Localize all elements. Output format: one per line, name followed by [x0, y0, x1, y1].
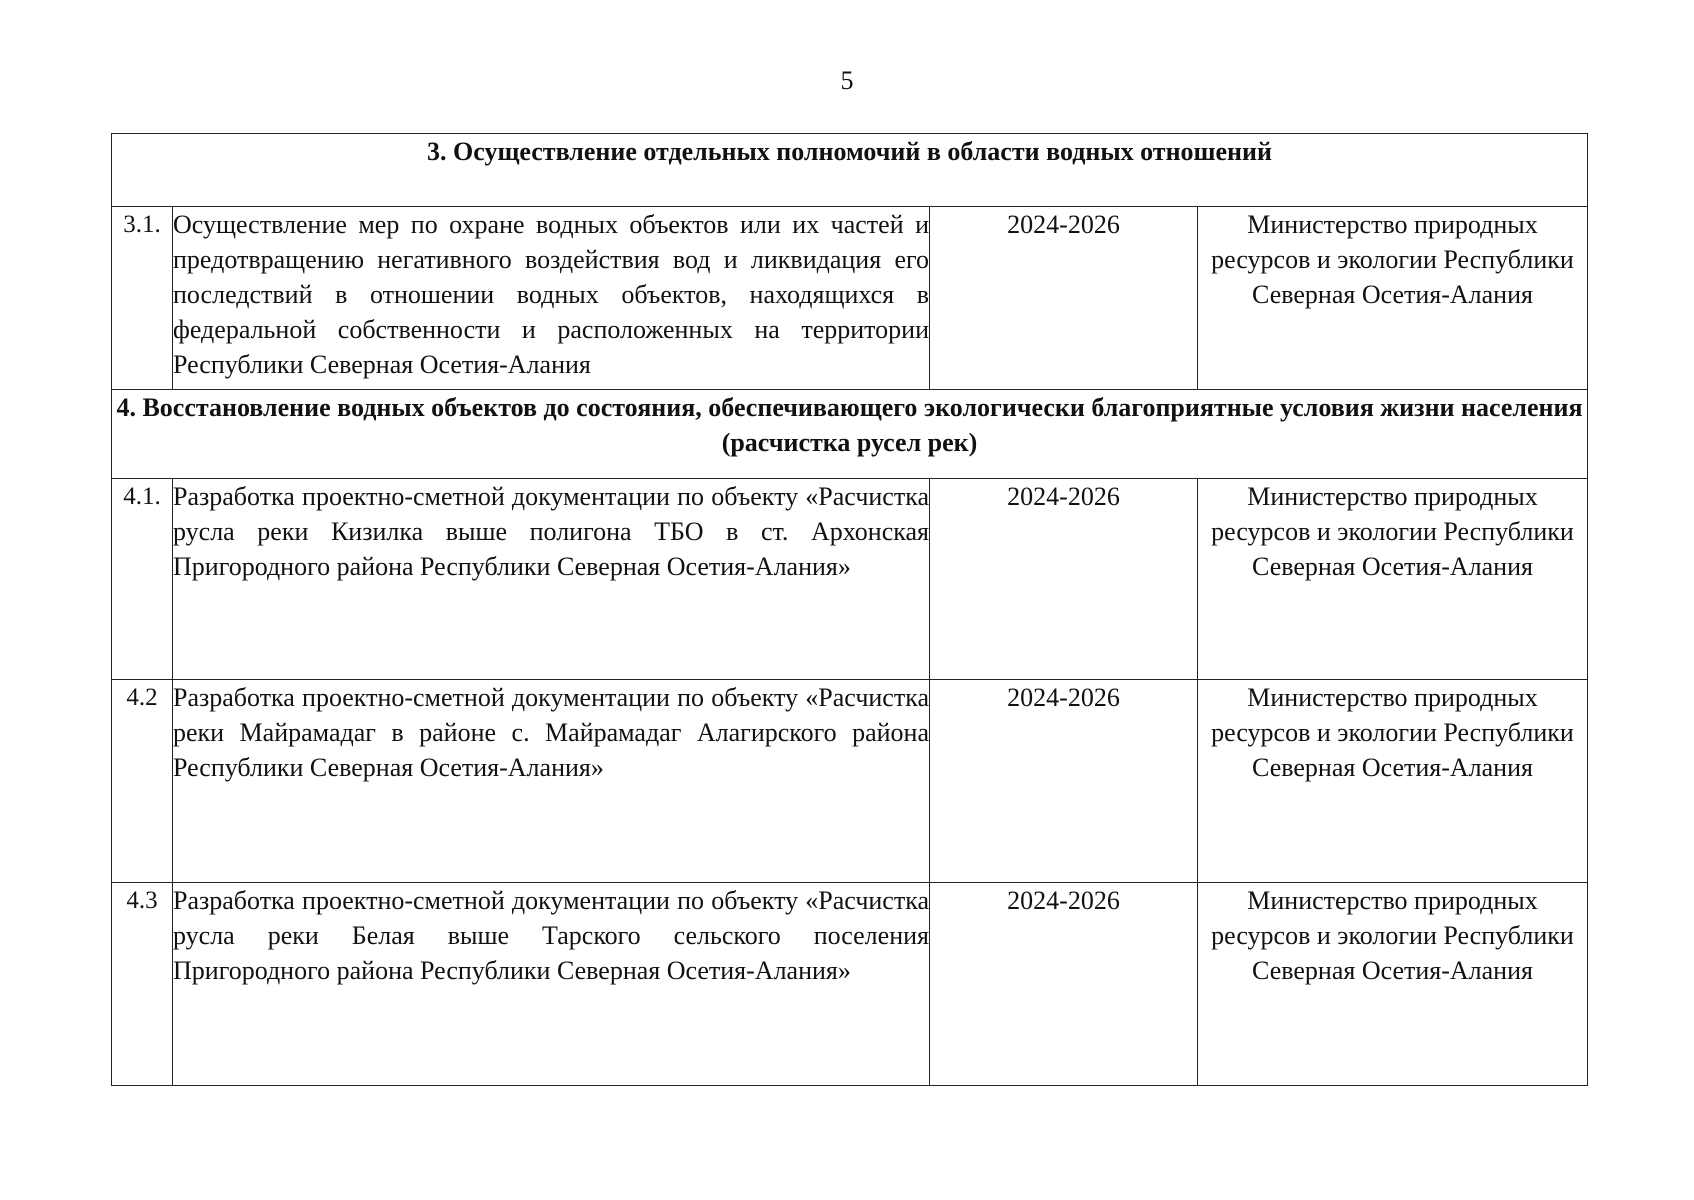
responsible-executor: Министерство природных ресурсов и экологии Республики Северная Осетия-Алания [1198, 680, 1588, 883]
responsible-executor: Министерство природных ресурсов и экологии Республики Северная Осетия-Алания [1198, 883, 1588, 1086]
row-number: 3.1. [112, 207, 173, 390]
responsible-executor: Министерство природных ресурсов и экологии Республики Северная Осетия-Алания [1198, 207, 1588, 390]
table-row [112, 883, 1588, 1086]
measures-table [111, 133, 1588, 1086]
implementation-period: 2024-2026 [930, 207, 1198, 390]
section-title: 4. Восстановление водных объектов до состояния, обеспечивающего экологически благоприятные условия жизни населения (расчистка русел рек) [112, 390, 1588, 479]
table-row [112, 207, 1588, 390]
implementation-period: 2024-2026 [930, 883, 1198, 1086]
row-number: 4.3 [112, 883, 173, 1086]
measure-description: Разработка проектно-сметной документации по объекту «Расчистка русла реки Кизилка выше полигона ТБО в ст. Архонская Пригородного района Республики Северная Осетия-Алания» [173, 479, 930, 680]
section-title: 3. Осуществление отдельных полномочий в области водных отношений [112, 134, 1588, 207]
table-row [112, 680, 1588, 883]
section-header-row [112, 134, 1588, 207]
page-number: 5 [840, 66, 854, 95]
measure-description: Разработка проектно-сметной документации по объекту «Расчистка русла реки Белая выше Тарского сельского поселения Пригородного района Республики Северная Осетия-Алания» [173, 883, 930, 1086]
measure-description: Осуществление мер по охране водных объектов или их частей и предотвращению негативного воздействия вод и ликвидация его последствий в отношении водных объектов, находящихся в федеральной собственности и расположенных на территории Республики Северная Осетия-Алания [173, 207, 930, 390]
implementation-period: 2024-2026 [930, 680, 1198, 883]
row-number: 4.1. [112, 479, 173, 680]
implementation-period: 2024-2026 [930, 479, 1198, 680]
table-row [112, 479, 1588, 680]
row-number: 4.2 [112, 680, 173, 883]
measure-description: Разработка проектно-сметной документации по объекту «Расчистка реки Майрамадаг в районе с. Майрамадаг Алагирского района Республики Северная Осетия-Алания» [173, 680, 930, 883]
section-header-row [112, 390, 1588, 479]
responsible-executor: Министерство природных ресурсов и экологии Республики Северная Осетия-Алания [1198, 479, 1588, 680]
